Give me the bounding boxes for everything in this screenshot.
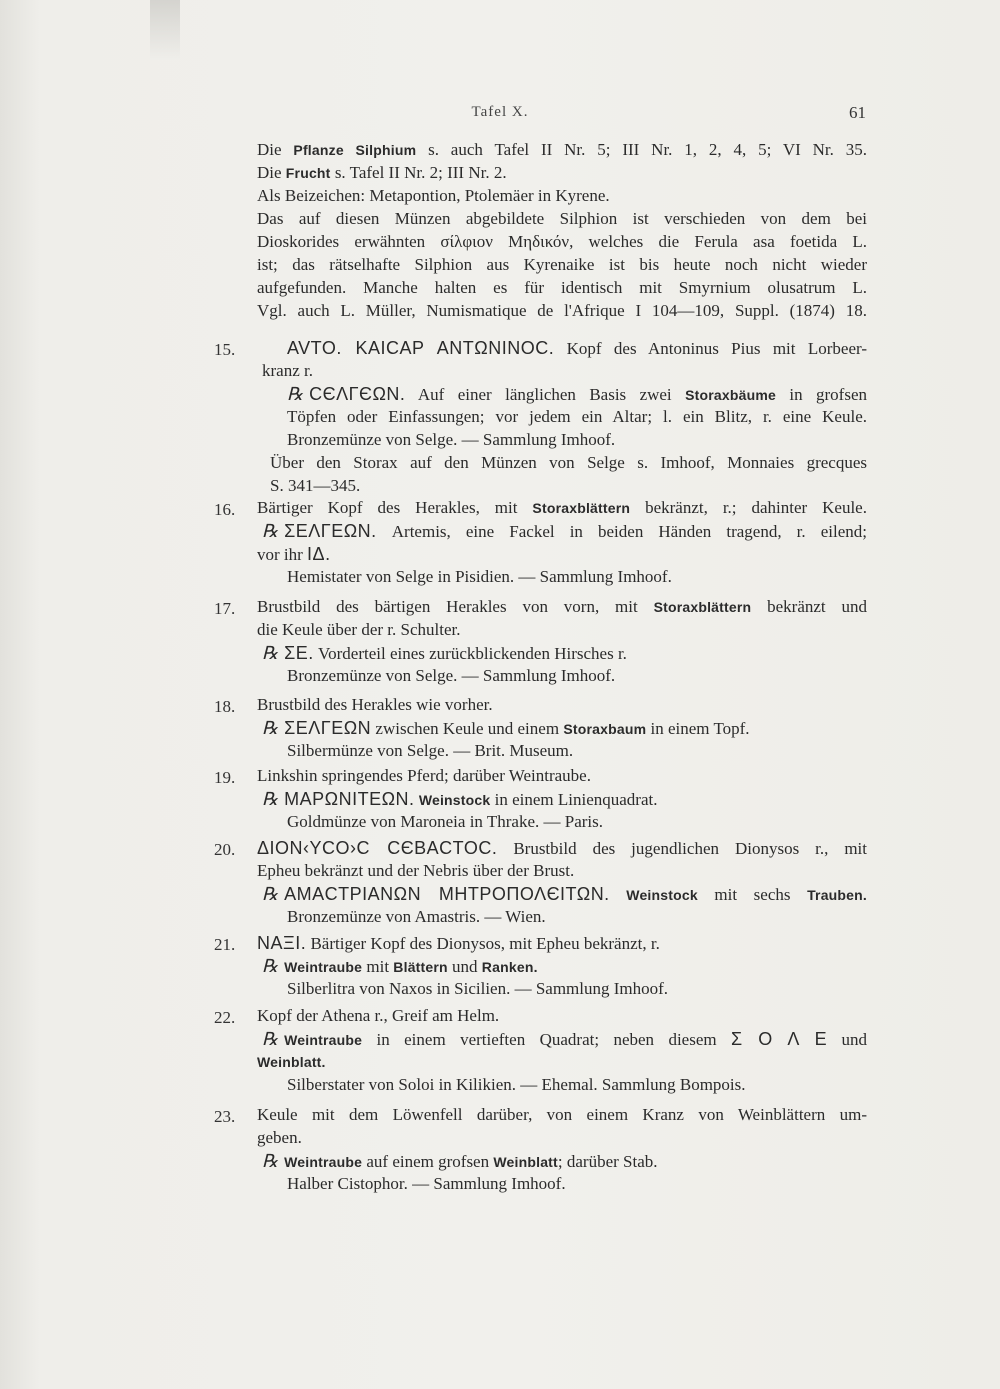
entry-line: ℞ ΑΜΑCΤΡΙΑΝΩΝ ΜΗΤΡΟΠΟΛЄΙΤΩΝ. Weinstock mit sechs Trauben. xyxy=(262,884,868,904)
entry-line: die Keule über der r. Schulter. xyxy=(257,620,461,639)
bold-term: Blättern xyxy=(393,959,448,975)
entry-line: Über den Storax auf den Münzen von Selge s. Imhoof, Monnaies grecques xyxy=(270,453,867,472)
entry-line: Linkshin springendes Pferd; darüber Weintraube. xyxy=(257,766,591,785)
bold-term: Weinblatt xyxy=(493,1154,558,1170)
entry-line xyxy=(257,1051,326,1073)
intro-line: Das auf diesen Münzen abgebildete Silphion ist verschieden von dem bei xyxy=(257,209,867,228)
entry-line: Silberstater von Soloi in Kilikien. — Ehemal. Sammlung Bompois. xyxy=(287,1075,746,1094)
reverse-symbol: ℞ xyxy=(262,643,279,663)
bold-term: Weintraube xyxy=(284,959,363,975)
entry-line: ℞ ΜΑΡΩΝΙΤΕΩΝ. Weinstock in einem Linienquadrat. xyxy=(262,789,658,809)
entry-number: 23. xyxy=(214,1107,236,1126)
bold-term: Storaxblättern xyxy=(653,599,752,615)
entry-line: Silbermünze von Selge. — Brit. Museum. xyxy=(287,741,574,760)
entry-number: 15. xyxy=(214,340,236,359)
bold-term: Frucht xyxy=(285,165,331,181)
bold-term: Weinstock xyxy=(626,887,698,903)
coin-legend: Σ Ο Λ Ε xyxy=(731,1029,828,1049)
entry-number: 17. xyxy=(214,599,236,618)
page-number: 61 xyxy=(849,103,866,122)
entry-line: ℞ Weintraube auf einem grofsen Weinblatt; darüber Stab. xyxy=(262,1151,658,1171)
running-title: Tafel X. xyxy=(471,104,529,120)
reverse-symbol: ℞ xyxy=(262,521,279,541)
entry-number: 21. xyxy=(214,935,236,954)
entry-line: ℞ CЄΛΓЄΩN. Auf einer länglichen Basis zwei Storaxbäume in grofsen xyxy=(287,384,867,404)
entry-line: Bronzemünze von Selge. — Sammlung Imhoof. xyxy=(287,666,616,685)
bold-term: Ranken. xyxy=(481,959,538,975)
coin-legend: ΣΕΛΓΕΩΝ. xyxy=(284,521,377,541)
bold-term: Weinblatt. xyxy=(257,1054,326,1070)
coin-legend: ΔΙΟΝ‹ΥCΟ›C CЄΒΑCΤΟC. xyxy=(257,838,498,858)
bold-term: Storaxblättern xyxy=(532,500,631,516)
scan-shadow xyxy=(150,0,180,60)
bold-term: Trauben. xyxy=(807,887,868,903)
reverse-symbol: ℞ xyxy=(262,1151,279,1171)
entry-line: geben. xyxy=(257,1128,302,1147)
intro-line: ist; das rätselhafte Silphion aus Kyrenaike ist bis heute noch nicht wieder xyxy=(257,255,867,274)
intro-line: Dioskorides erwähnten σίλφιον Μηδικόν, welches die Ferula asa foetida L. xyxy=(257,232,867,251)
entry-line: Halber Cistophor. — Sammlung Imhoof. xyxy=(287,1174,566,1193)
bold-term: Weinstock xyxy=(418,792,491,808)
bold-term: Weintraube xyxy=(284,1154,363,1170)
entry-line: Hemistater von Selge in Pisidien. — Sammlung Imhoof. xyxy=(287,567,672,586)
entry-line: Brustbild des Herakles wie vorher. xyxy=(257,695,493,714)
entry-line: S. 341—345. xyxy=(270,476,361,495)
bold-term: Pflanze Silphium xyxy=(293,142,417,158)
coin-legend: AVTO. KAICAP ANTΩNINOC. xyxy=(287,338,555,358)
entry-number: 19. xyxy=(214,768,236,787)
entry-number: 20. xyxy=(214,840,236,859)
entry-line: ΝΑΞΙ. Bärtiger Kopf des Dionysos, mit Epheu bekränzt, r. xyxy=(257,933,660,953)
intro-line: Die Pflanze Silphium s. auch Tafel II Nr. 5; III Nr. 1, 2, 4, 5; VI Nr. 35. xyxy=(257,140,867,159)
entry-number: 16. xyxy=(214,500,236,519)
entry-line: kranz r. xyxy=(262,361,313,380)
reverse-symbol: ℞ xyxy=(262,884,279,904)
reverse-symbol: ℞ xyxy=(262,789,279,809)
reverse-symbol: ℞ xyxy=(262,1029,279,1049)
bold-term: Storaxbäume xyxy=(685,387,776,403)
intro-line: Als Beizeichen: Metapontion, Ptolemäer in Kyrene. xyxy=(257,186,610,205)
entry-line: Keule mit dem Löwenfell darüber, von einem Kranz von Weinblättern um- xyxy=(257,1105,867,1124)
entry-line: AVTO. KAICAP ANTΩNINOC. Kopf des Antoninus Pius mit Lorbeer- xyxy=(287,338,867,358)
entry-line: ℞ ΣΕΛΓΕΩΝ. Artemis, eine Fackel in beiden Händen tragend, r. eilend; xyxy=(262,521,867,541)
entry-line: vor ihr IΔ. xyxy=(257,544,331,564)
intro-line: Vgl. auch L. Müller, Numismatique de l'Afrique I 104—109, Suppl. (1874) 18. xyxy=(257,301,867,320)
intro-line: Die Frucht s. Tafel II Nr. 2; III Nr. 2. xyxy=(257,163,507,182)
coin-legend: ΝΑΞΙ. xyxy=(257,933,307,953)
entry-number: 18. xyxy=(214,697,236,716)
entry-line: ΔΙΟΝ‹ΥCΟ›C CЄΒΑCΤΟC. Brustbild des jugendlichen Dionysos r., mit xyxy=(257,838,867,858)
intro-line: aufgefunden. Manche halten es für identisch mit Smyrnium olusatrum L. xyxy=(257,278,867,297)
coin-legend: ΣΕΛΓΕΩΝ xyxy=(284,718,372,738)
coin-legend: ΜΑΡΩΝΙΤΕΩΝ. xyxy=(284,789,415,809)
entry-line: Töpfen oder Einfassungen; vor jedem ein Altar; l. ein Blitz, r. eine Keule. xyxy=(287,407,867,426)
reverse-symbol: ℞ xyxy=(262,956,279,976)
entry-line: Silberlitra von Naxos in Sicilien. — Sammlung Imhoof. xyxy=(287,979,669,998)
entry-line: ℞ Weintraube in einem vertieften Quadrat; neben diesem Σ Ο Λ Ε und xyxy=(262,1029,868,1049)
entry-line: Brustbild des bärtigen Herakles von vorn, mit Storaxblättern bekränzt und xyxy=(257,597,867,616)
entry-number: 22. xyxy=(214,1008,236,1027)
entry-line: ℞ ΣΕ. Vorderteil eines zurückblickenden Hirsches r. xyxy=(262,643,627,663)
entry-line: Goldmünze von Maroneia in Thrake. — Paris. xyxy=(287,812,604,831)
entry-line: Bronzemünze von Selge. — Sammlung Imhoof. xyxy=(287,430,616,449)
entry-line: ℞ Weintraube mit Blättern und Ranken. xyxy=(262,956,538,976)
entry-line: Kopf der Athena r., Greif am Helm. xyxy=(257,1006,500,1025)
reverse-symbol: ℞ xyxy=(287,384,304,404)
coin-legend: ΣΕ. xyxy=(284,643,314,663)
bold-term: Storaxbaum xyxy=(563,721,647,737)
coin-legend: CЄΛΓЄΩN. xyxy=(309,384,406,404)
entry-line: Bärtiger Kopf des Herakles, mit Storaxblättern bekränzt, r.; dahinter Keule. xyxy=(257,498,867,517)
entry-line: ℞ ΣΕΛΓΕΩΝ zwischen Keule und einem Storaxbaum in einem Topf. xyxy=(262,718,750,738)
entry-line: Epheu bekränzt und der Nebris über der Brust. xyxy=(257,861,575,880)
coin-legend: ΑΜΑCΤΡΙΑΝΩΝ ΜΗΤΡΟΠΟΛЄΙΤΩΝ. xyxy=(284,884,610,904)
bold-term: Weintraube xyxy=(284,1032,363,1048)
reverse-symbol: ℞ xyxy=(262,718,279,738)
coin-legend: IΔ. xyxy=(307,544,331,564)
entry-line: Bronzemünze von Amastris. — Wien. xyxy=(287,907,546,926)
